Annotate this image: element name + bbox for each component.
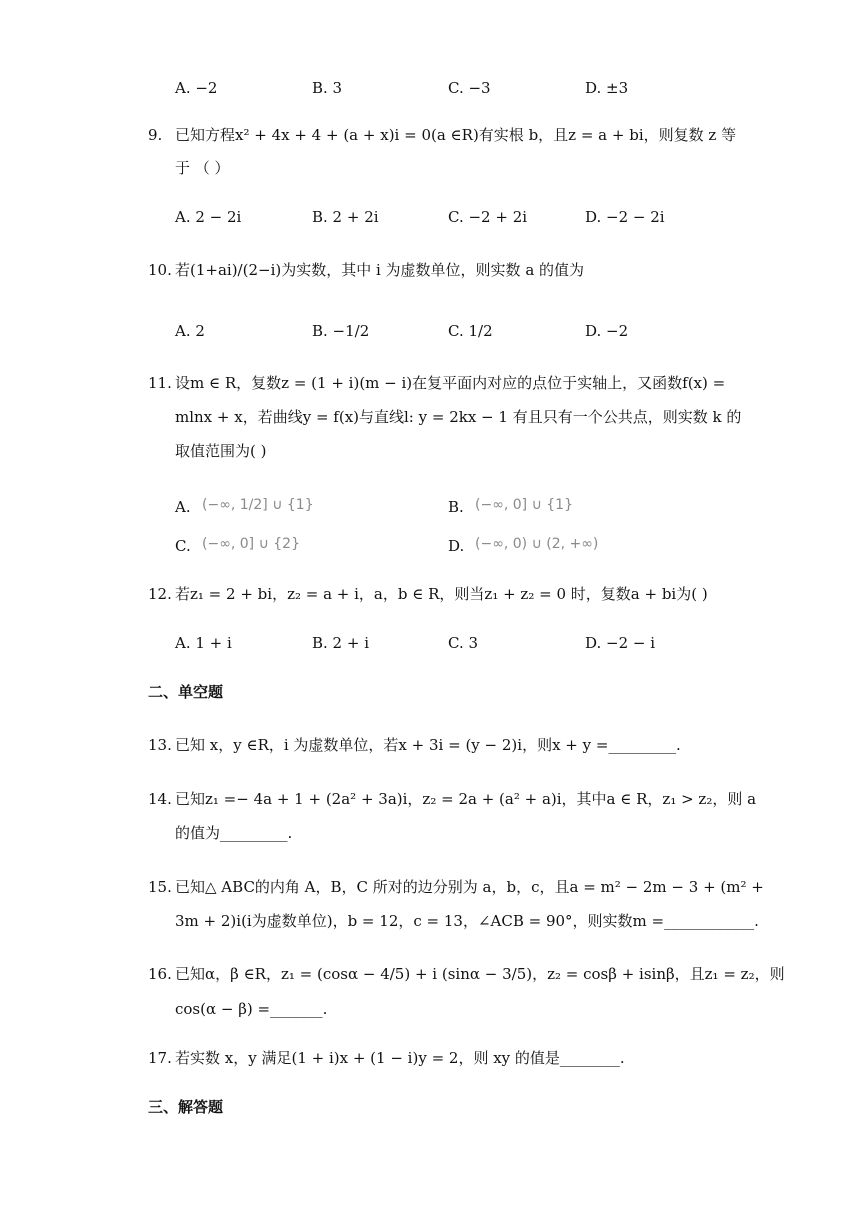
q12-number: 12. xyxy=(148,585,172,603)
q9-stem-line2: 于 （ ） xyxy=(175,159,230,177)
q9-stem-line1: 已知方程x² + 4x + 4 + (a + x)i = 0(a ∈R)有实根 b，且z = a + bi，则复数 z 等 xyxy=(175,126,737,144)
q11-stem-line1: 设m ∈ R，复数z = (1 + i)(m − i)在复平面内对应的点位于实轴上，又函数f(x) = xyxy=(175,374,726,392)
q11-option-c-value: (−∞, 0] ∪ {2} xyxy=(202,536,300,552)
q10-option-b: B. −1/2 xyxy=(312,322,370,340)
q11-option-d-label: D. xyxy=(448,537,465,555)
q12-option-b: B. 2 + i xyxy=(312,634,370,652)
section-heading-fill-in: 二、单空题 xyxy=(148,683,224,701)
q17-stem-line1: 若实数 x，y 满足(1 + i)x + (1 − i)y = 2，则 xy 的值是________. xyxy=(175,1049,625,1067)
q11-option-b-label: B. xyxy=(448,498,464,516)
q10-number: 10. xyxy=(148,261,172,279)
q15-stem-line2: 3m + 2)i(i为虚数单位)，b = 12，c = 13，∠ACB = 90°，则实数m =____________. xyxy=(175,912,759,930)
q15-number: 15. xyxy=(148,878,172,896)
q15-stem-line1: 已知△ ABC的内角 A，B，C 所对的边分别为 a，b，c，且a = m² − 2m − 3 + (m² + xyxy=(175,878,764,896)
q14-stem-line2: 的值为_________. xyxy=(175,824,293,842)
q9-number: 9. xyxy=(148,126,163,144)
q12-option-d: D. −2 − i xyxy=(585,634,656,652)
q11-number: 11. xyxy=(148,374,172,392)
q11-option-c-label: C. xyxy=(175,537,191,555)
q14-number: 14. xyxy=(148,790,172,808)
q9-option-a: A. 2 − 2i xyxy=(175,208,242,226)
q11-option-a-value: (−∞, 1/2] ∪ {1} xyxy=(202,497,314,513)
q16-stem-line2: cos(α − β) =_______. xyxy=(175,1000,328,1018)
q11-option-d-value: (−∞, 0) ∪ (2, +∞) xyxy=(475,536,599,552)
q10-option-a: A. 2 xyxy=(175,322,205,340)
q11-stem-line3: 取值范围为( ) xyxy=(175,442,267,460)
q12-stem-line1: 若z₁ = 2 + bi，z₂ = a + i，a，b ∈ R，则当z₁ + z₂ = 0 时，复数a + bi为( ) xyxy=(175,585,708,603)
q13-number: 13. xyxy=(148,736,172,754)
q13-stem-line1: 已知 x，y ∈R，i 为虚数单位，若x + 3i = (y − 2)i，则x + y =_________. xyxy=(175,736,681,754)
q10-option-c: C. 1/2 xyxy=(448,322,493,340)
q11-stem-line2: mlnx + x，若曲线y = f(x)与直线l: y = 2kx − 1 有且只有一个公共点，则实数 k 的 xyxy=(175,408,742,426)
q16-stem-line1: 已知α，β ∈R，z₁ = (cosα − 4/5) + i (sinα − 3/5)，z₂ = cosβ + isinβ，且z₁ = z₂，则 xyxy=(175,965,785,983)
q17-number: 17. xyxy=(148,1049,172,1067)
q10-option-d: D. −2 xyxy=(585,322,629,340)
q9-option-c: C. −2 + 2i xyxy=(448,208,528,226)
q8-option-c: C. −3 xyxy=(448,79,491,97)
q16-number: 16. xyxy=(148,965,172,983)
q9-option-b: B. 2 + 2i xyxy=(312,208,379,226)
q11-option-a-label: A. xyxy=(175,498,191,516)
q8-option-a: A. −2 xyxy=(175,79,218,97)
q12-option-c: C. 3 xyxy=(448,634,479,652)
q10-stem-line1: 若(1+ai)/(2−i)为实数，其中 i 为虚数单位，则实数 a 的值为 xyxy=(175,261,585,279)
q9-option-d: D. −2 − 2i xyxy=(585,208,665,226)
q11-option-b-value: (−∞, 0] ∪ {1} xyxy=(475,497,573,513)
q14-stem-line1: 已知z₁ =− 4a + 1 + (2a² + 3a)i，z₂ = 2a + (a² + a)i，其中a ∈ R，z₁ > z₂，则 a xyxy=(175,790,757,808)
section-heading-answer: 三、解答题 xyxy=(148,1098,224,1116)
q12-option-a: A. 1 + i xyxy=(175,634,232,652)
q8-option-d: D. ±3 xyxy=(585,79,629,97)
q8-option-b: B. 3 xyxy=(312,79,343,97)
